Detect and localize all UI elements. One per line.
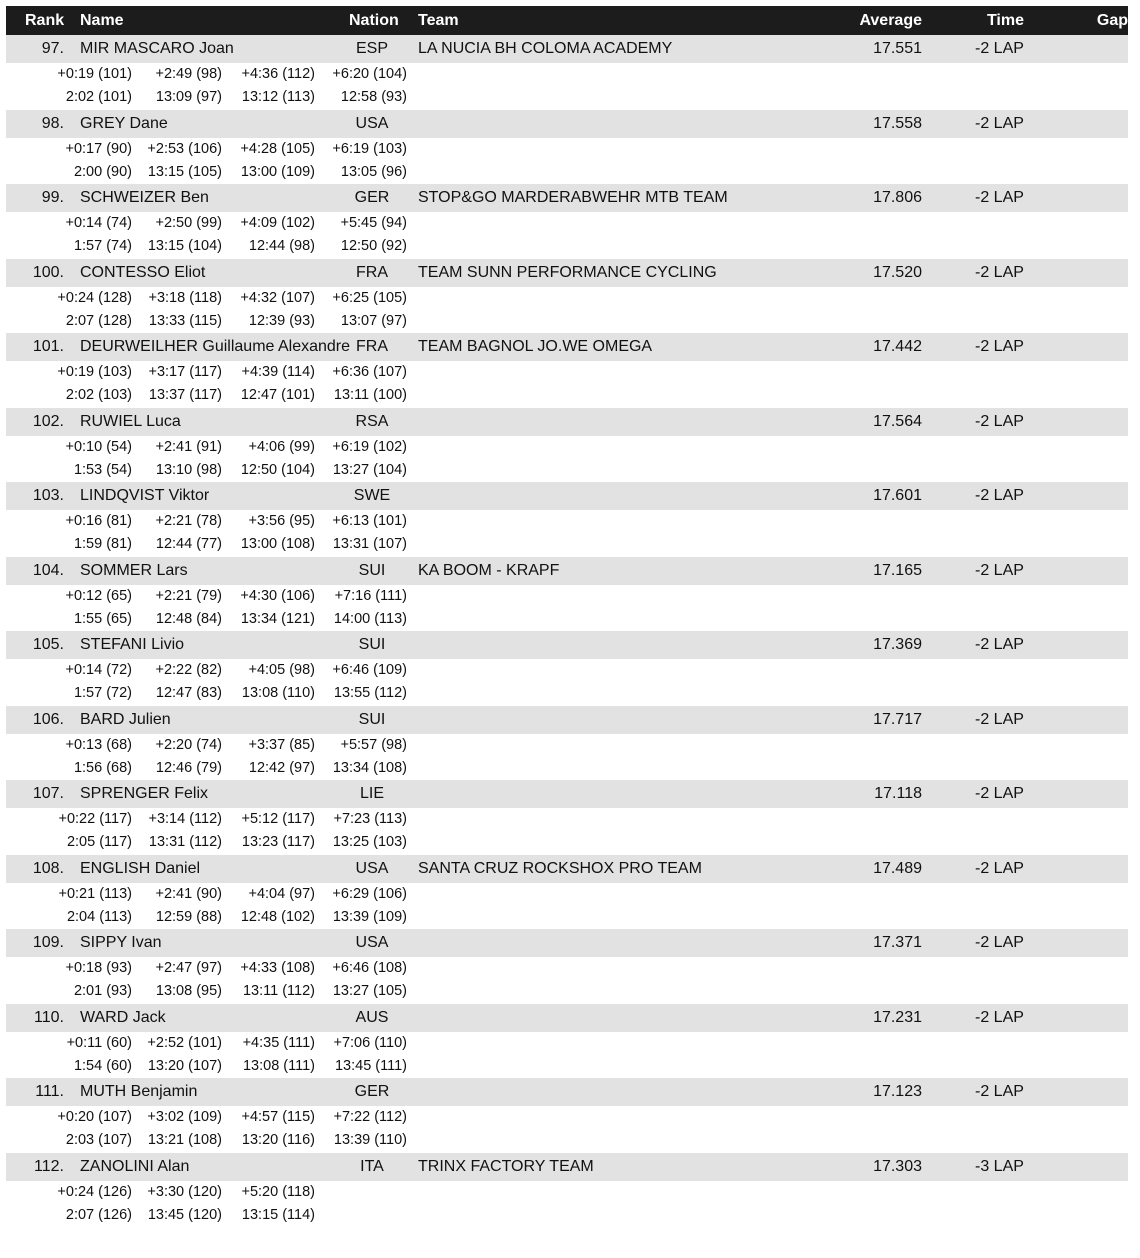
lap-time: 12:50 (104): [240, 461, 315, 478]
lap-row: [6, 608, 1128, 631]
split-time: +2:21 (79): [155, 587, 222, 604]
time-cell: -2 LAP: [975, 114, 1024, 132]
split-time: +0:14 (72): [65, 662, 132, 678]
lap-time: 2:05 (117): [66, 834, 132, 850]
lap-time: 2:01 (93): [73, 983, 132, 999]
lap-time: 13:15 (114): [241, 1206, 315, 1223]
split-time: +7:16 (111): [334, 587, 407, 604]
split-time: +2:53 (106): [147, 140, 222, 157]
lap-time: 12:47 (101): [240, 387, 315, 403]
lap-time: 13:39 (109): [332, 908, 407, 925]
split-time: +0:19 (101): [57, 66, 132, 82]
split-time: +4:09 (102): [240, 215, 315, 231]
nation-code: RSA: [355, 412, 389, 430]
time-cell: -2 LAP: [975, 636, 1024, 653]
result-entry: [6, 557, 1128, 632]
lap-time: 13:09 (97): [155, 89, 222, 105]
rider-name: SOMMER Lars: [80, 561, 188, 579]
lap-time: 13:33 (115): [148, 312, 222, 329]
rank-cell: 105.: [32, 636, 64, 653]
split-time: +7:23 (113): [333, 811, 407, 827]
rider-name: WARD Jack: [80, 1008, 166, 1026]
time-cell: -2 LAP: [975, 561, 1024, 579]
lap-time: 12:39 (93): [248, 312, 315, 329]
split-time: +6:29 (106): [332, 885, 407, 902]
lap-time: 13:08 (95): [155, 983, 222, 999]
lap-time: 13:31 (112): [148, 834, 222, 850]
lap-row: [6, 906, 1128, 929]
lap-time: 13:07 (97): [340, 312, 407, 329]
rider-name: MUTH Benjamin: [80, 1083, 198, 1100]
split-time: +2:20 (74): [155, 736, 222, 753]
nation-code: SUI: [358, 636, 386, 653]
split-time: +5:57 (98): [340, 736, 407, 753]
rank-cell: 103.: [32, 487, 64, 504]
table-row[interactable]: [6, 482, 1128, 510]
average-speed: 17.442: [873, 338, 922, 355]
table-row[interactable]: [6, 1004, 1128, 1032]
rank-cell: 106.: [32, 710, 64, 728]
lap-time: 1:55 (65): [73, 610, 132, 627]
time-cell: -2 LAP: [975, 934, 1024, 951]
lap-row: [6, 831, 1128, 854]
split-time: +0:16 (81): [65, 513, 132, 529]
split-time: +3:30 (120): [147, 1183, 222, 1200]
team-name: STOP&GO MARDERABWEHR MTB TEAM: [418, 189, 728, 206]
nation-code: GER: [354, 189, 390, 206]
lap-time: 12:44 (98): [248, 238, 315, 254]
split-time: +6:46 (108): [332, 960, 407, 976]
split-time: +0:24 (126): [57, 1183, 132, 1200]
table-row[interactable]: [6, 333, 1128, 361]
split-row: [6, 659, 1128, 682]
lap-time: 12:58 (93): [340, 89, 407, 105]
team-name: KA BOOM - KRAPF: [418, 561, 560, 579]
split-time: +6:19 (103): [332, 140, 407, 157]
average-speed: 17.489: [873, 859, 922, 877]
col-gap-header[interactable]: Gap: [1096, 12, 1128, 29]
time-cell: -2 LAP: [975, 785, 1024, 802]
split-time: +0:22 (117): [58, 811, 132, 827]
average-speed: 17.520: [873, 263, 922, 281]
result-entry: [6, 929, 1128, 1004]
result-entry: [6, 333, 1128, 408]
split-time: +3:17 (117): [148, 364, 222, 380]
nation-code: LIE: [359, 785, 384, 802]
table-row[interactable]: [6, 929, 1128, 957]
nation-code: SUI: [358, 561, 386, 579]
split-time: +4:32 (107): [240, 289, 315, 306]
team-name: TRINX FACTORY TEAM: [418, 1157, 594, 1175]
table-header: [6, 6, 1128, 35]
rider-name: GREY Dane: [80, 114, 168, 132]
time-cell: -2 LAP: [975, 859, 1024, 877]
nation-code: SUI: [358, 710, 386, 728]
lap-time: 1:57 (74): [73, 238, 132, 254]
split-time: +6:46 (109): [332, 662, 407, 678]
lap-time: 12:59 (88): [155, 908, 222, 925]
table-row[interactable]: [6, 1078, 1128, 1106]
nation-code: USA: [355, 934, 389, 951]
lap-time: 13:37 (117): [148, 387, 222, 403]
lap-row: [6, 459, 1128, 482]
rider-name: MIR MASCARO Joan: [80, 40, 234, 57]
lap-time: 1:59 (81): [73, 536, 132, 552]
nation-code: USA: [355, 859, 389, 877]
time-cell: -3 LAP: [975, 1157, 1024, 1175]
rider-name: SCHWEIZER Ben: [80, 189, 209, 206]
nation-code: ESP: [355, 40, 388, 57]
lap-row: [6, 1129, 1128, 1152]
split-time: +2:22 (82): [155, 662, 222, 678]
lap-time: 13:45 (111): [334, 1057, 407, 1074]
rank-cell: 108.: [32, 859, 64, 877]
average-speed: 17.558: [873, 114, 922, 132]
lap-row: [6, 86, 1128, 109]
time-cell: -2 LAP: [975, 1008, 1024, 1026]
split-row: [6, 1032, 1128, 1055]
average-speed: 17.231: [873, 1008, 922, 1026]
lap-time: 12:48 (84): [155, 610, 222, 627]
split-time: +5:12 (117): [241, 811, 315, 827]
lap-row: [6, 533, 1128, 556]
rider-name: CONTESSO Eliot: [80, 263, 206, 281]
lap-row: [6, 1055, 1128, 1078]
result-entry: [6, 184, 1128, 259]
split-time: +4:05 (98): [248, 662, 315, 678]
split-time: +4:39 (114): [241, 364, 315, 380]
lap-time: 13:45 (120): [147, 1206, 222, 1223]
table-row[interactable]: [6, 780, 1128, 808]
col-nation-header[interactable]: Nation: [349, 12, 399, 29]
team-name: TEAM SUNN PERFORMANCE CYCLING: [418, 263, 717, 281]
rider-name: DEURWEILHER Guillaume Alexandre: [80, 338, 351, 355]
nation-code: ITA: [360, 1157, 384, 1175]
lap-time: 2:02 (103): [65, 387, 132, 403]
split-row: [6, 1181, 1128, 1204]
lap-time: 1:57 (72): [73, 685, 132, 701]
split-row: [6, 957, 1128, 980]
col-time-header[interactable]: Time: [986, 12, 1024, 29]
split-time: +0:17 (90): [65, 140, 132, 157]
split-time: +6:25 (105): [332, 289, 407, 306]
rider-name: BARD Julien: [80, 710, 171, 728]
lap-time: 13:34 (121): [240, 610, 315, 627]
rank-cell: 104.: [32, 561, 64, 579]
split-row: [6, 883, 1128, 906]
result-entry: [6, 110, 1128, 185]
lap-time: 1:54 (60): [73, 1057, 132, 1074]
rank-cell: 97.: [41, 40, 64, 57]
lap-time: 13:10 (98): [155, 461, 222, 478]
average-speed: 17.551: [873, 40, 922, 57]
split-time: +2:21 (78): [155, 513, 222, 529]
split-time: +5:20 (118): [241, 1183, 315, 1200]
split-time: +0:13 (68): [65, 736, 132, 753]
table-row[interactable]: [6, 855, 1128, 883]
table-row[interactable]: [6, 1153, 1128, 1181]
team-name: TEAM BAGNOL JO.WE OMEGA: [418, 338, 653, 355]
result-entry: [6, 259, 1128, 334]
average-speed: 17.717: [873, 710, 922, 728]
lap-row: [6, 682, 1128, 705]
split-row: [6, 212, 1128, 235]
lap-time: 13:31 (107): [332, 536, 407, 552]
result-entry: [6, 855, 1128, 930]
nation-code: FRA: [356, 263, 388, 281]
lap-time: 13:08 (111): [242, 1057, 315, 1074]
result-entry: [6, 408, 1128, 483]
split-time: +0:11 (60): [66, 1034, 132, 1051]
split-time: +4:35 (111): [242, 1034, 315, 1051]
rank-cell: 110.: [34, 1008, 64, 1026]
lap-time: 2:07 (126): [65, 1206, 132, 1223]
result-entry: [6, 706, 1128, 781]
table-row[interactable]: [6, 408, 1128, 436]
lap-row: [6, 980, 1128, 1003]
lap-row: [6, 235, 1128, 258]
lap-time: 13:27 (104): [332, 461, 407, 478]
split-time: +6:19 (102): [332, 438, 407, 455]
team-name: SANTA CRUZ ROCKSHOX PRO TEAM: [418, 859, 702, 877]
col-name-header[interactable]: Name: [80, 12, 124, 29]
average-speed: 17.165: [873, 561, 922, 579]
lap-time: 13:55 (112): [333, 685, 407, 701]
rank-cell: 98.: [41, 114, 64, 132]
split-time: +6:13 (101): [332, 513, 407, 529]
lap-time: 14:00 (113): [333, 610, 407, 627]
split-time: +4:33 (108): [240, 960, 315, 976]
lap-time: 13:11 (100): [333, 387, 407, 403]
rank-cell: 99.: [41, 189, 64, 206]
average-speed: 17.601: [873, 487, 922, 504]
result-entry: [6, 1153, 1128, 1228]
time-cell: -2 LAP: [975, 40, 1024, 57]
split-row: [6, 808, 1128, 831]
split-time: +4:28 (105): [240, 140, 315, 157]
col-rank-header[interactable]: Rank: [25, 12, 65, 29]
split-row: [6, 287, 1128, 310]
lap-time: 13:34 (108): [332, 759, 407, 776]
lap-time: 13:12 (113): [241, 89, 315, 105]
lap-time: 13:20 (107): [147, 1057, 222, 1074]
split-row: [6, 361, 1128, 384]
lap-row: [6, 161, 1128, 184]
split-time: +6:20 (104): [332, 66, 407, 82]
split-row: [6, 436, 1128, 459]
nation-code: USA: [355, 114, 389, 132]
lap-time: 12:46 (79): [155, 759, 222, 776]
time-cell: -2 LAP: [975, 189, 1024, 206]
split-time: +4:06 (99): [248, 438, 315, 455]
split-time: +2:41 (90): [155, 885, 222, 902]
split-row: [6, 1106, 1128, 1129]
split-time: +6:36 (107): [332, 364, 407, 380]
nation-code: GER: [354, 1083, 390, 1100]
split-time: +0:19 (103): [57, 364, 132, 380]
split-time: +0:24 (128): [57, 289, 132, 306]
result-entry: [6, 631, 1128, 706]
rider-name: LINDQVIST Viktor: [80, 487, 210, 504]
split-time: +0:14 (74): [65, 215, 132, 231]
split-time: +4:36 (112): [241, 66, 315, 82]
time-cell: -2 LAP: [975, 1083, 1024, 1100]
lap-time: 13:23 (117): [241, 834, 315, 850]
result-entry: [6, 1078, 1128, 1153]
lap-time: 13:25 (103): [332, 834, 407, 850]
time-cell: -2 LAP: [975, 263, 1024, 281]
table-row[interactable]: [6, 631, 1128, 659]
col-average-header[interactable]: Average: [859, 12, 922, 29]
lap-time: 12:47 (83): [155, 685, 222, 701]
lap-row: [6, 384, 1128, 407]
table-row[interactable]: [6, 110, 1128, 138]
split-time: +2:49 (98): [155, 66, 222, 82]
split-time: +2:41 (91): [155, 438, 222, 455]
split-row: [6, 63, 1128, 86]
rider-name: SIPPY Ivan: [80, 934, 162, 951]
lap-time: 13:11 (112): [242, 983, 315, 999]
rider-name: STEFANI Livio: [80, 636, 185, 653]
time-cell: -2 LAP: [975, 487, 1024, 504]
table-row[interactable]: [6, 557, 1128, 585]
split-time: +5:45 (94): [340, 215, 407, 231]
rank-cell: 107.: [32, 785, 64, 802]
table-row[interactable]: [6, 184, 1128, 212]
split-time: +0:20 (107): [57, 1109, 132, 1125]
split-row: [6, 734, 1128, 757]
nation-code: AUS: [355, 1008, 389, 1026]
lap-time: 13:00 (109): [240, 163, 315, 180]
result-entry: [6, 780, 1128, 855]
split-time: +2:52 (101): [147, 1034, 222, 1051]
rider-name: ZANOLINI Alan: [80, 1157, 190, 1175]
split-time: +0:21 (113): [58, 885, 132, 902]
rider-name: RUWIEL Luca: [80, 412, 181, 430]
split-time: +0:12 (65): [65, 587, 132, 604]
result-entry: [6, 35, 1128, 110]
lap-row: [6, 1204, 1128, 1227]
split-time: +7:22 (112): [333, 1109, 407, 1125]
lap-time: 13:39 (110): [333, 1132, 407, 1148]
rank-cell: 101.: [32, 338, 64, 355]
lap-time: 12:42 (97): [248, 759, 315, 776]
lap-time: 2:00 (90): [73, 163, 132, 180]
split-time: +0:10 (54): [65, 438, 132, 455]
split-time: +3:14 (112): [148, 811, 222, 827]
split-time: +2:50 (99): [155, 215, 222, 231]
lap-row: [6, 310, 1128, 333]
rank-cell: 100.: [32, 263, 64, 281]
lap-time: 2:03 (107): [65, 1132, 132, 1148]
lap-time: 13:08 (110): [241, 685, 315, 701]
split-time: +3:37 (85): [248, 736, 315, 753]
rider-name: ENGLISH Daniel: [80, 859, 201, 877]
rank-cell: 102.: [32, 412, 64, 430]
average-speed: 17.564: [873, 412, 922, 430]
result-entry: [6, 482, 1128, 557]
split-time: +4:30 (106): [240, 587, 315, 604]
rank-cell: 112.: [34, 1157, 64, 1175]
average-speed: 17.123: [873, 1083, 922, 1100]
lap-time: 12:44 (77): [155, 536, 222, 552]
time-cell: -2 LAP: [975, 710, 1024, 728]
split-row: [6, 510, 1128, 533]
split-time: +7:06 (110): [333, 1034, 407, 1051]
lap-time: 2:02 (101): [65, 89, 132, 105]
rank-cell: 111.: [35, 1083, 64, 1100]
split-time: +4:04 (97): [248, 885, 315, 902]
average-speed: 17.371: [873, 934, 922, 951]
table-row[interactable]: [6, 259, 1128, 287]
split-row: [6, 585, 1128, 608]
lap-time: 1:53 (54): [73, 461, 132, 478]
results-table: [6, 6, 1128, 1227]
col-team-header[interactable]: Team: [418, 12, 459, 29]
split-time: +2:47 (97): [155, 960, 222, 976]
nation-code: FRA: [356, 338, 388, 355]
average-speed: 17.303: [873, 1157, 922, 1175]
lap-time: 13:20 (116): [241, 1132, 315, 1148]
time-cell: -2 LAP: [975, 412, 1024, 430]
rank-cell: 109.: [32, 934, 64, 951]
average-speed: 17.369: [873, 636, 922, 653]
split-row: [6, 138, 1128, 161]
team-name: LA NUCIA BH COLOMA ACADEMY: [418, 40, 673, 57]
lap-time: 2:04 (113): [66, 908, 132, 925]
nation-code: SWE: [353, 487, 391, 504]
lap-time: 13:15 (104): [147, 238, 222, 254]
table-row[interactable]: [6, 35, 1128, 63]
split-time: +3:02 (109): [147, 1109, 222, 1125]
split-time: +4:57 (115): [241, 1109, 315, 1125]
lap-time: 13:27 (105): [332, 983, 407, 999]
split-time: +3:18 (118): [148, 289, 222, 306]
table-row[interactable]: [6, 706, 1128, 734]
lap-time: 12:50 (92): [340, 238, 407, 254]
lap-time: 13:21 (108): [147, 1132, 222, 1148]
average-speed: 17.118: [874, 785, 922, 802]
lap-time: 2:07 (128): [65, 312, 132, 329]
time-cell: -2 LAP: [975, 338, 1024, 355]
lap-time: 13:05 (96): [340, 163, 407, 180]
lap-row: [6, 757, 1128, 780]
lap-time: 1:56 (68): [73, 759, 132, 776]
rider-name: SPRENGER Felix: [80, 785, 209, 802]
lap-time: 12:48 (102): [240, 908, 315, 925]
lap-time: 13:00 (108): [240, 536, 315, 552]
average-speed: 17.806: [873, 189, 922, 206]
split-time: +3:56 (95): [248, 513, 315, 529]
result-entry: [6, 1004, 1128, 1079]
result-rows: [6, 35, 1128, 1227]
split-time: +0:18 (93): [65, 960, 132, 976]
lap-time: 13:15 (105): [147, 163, 222, 180]
